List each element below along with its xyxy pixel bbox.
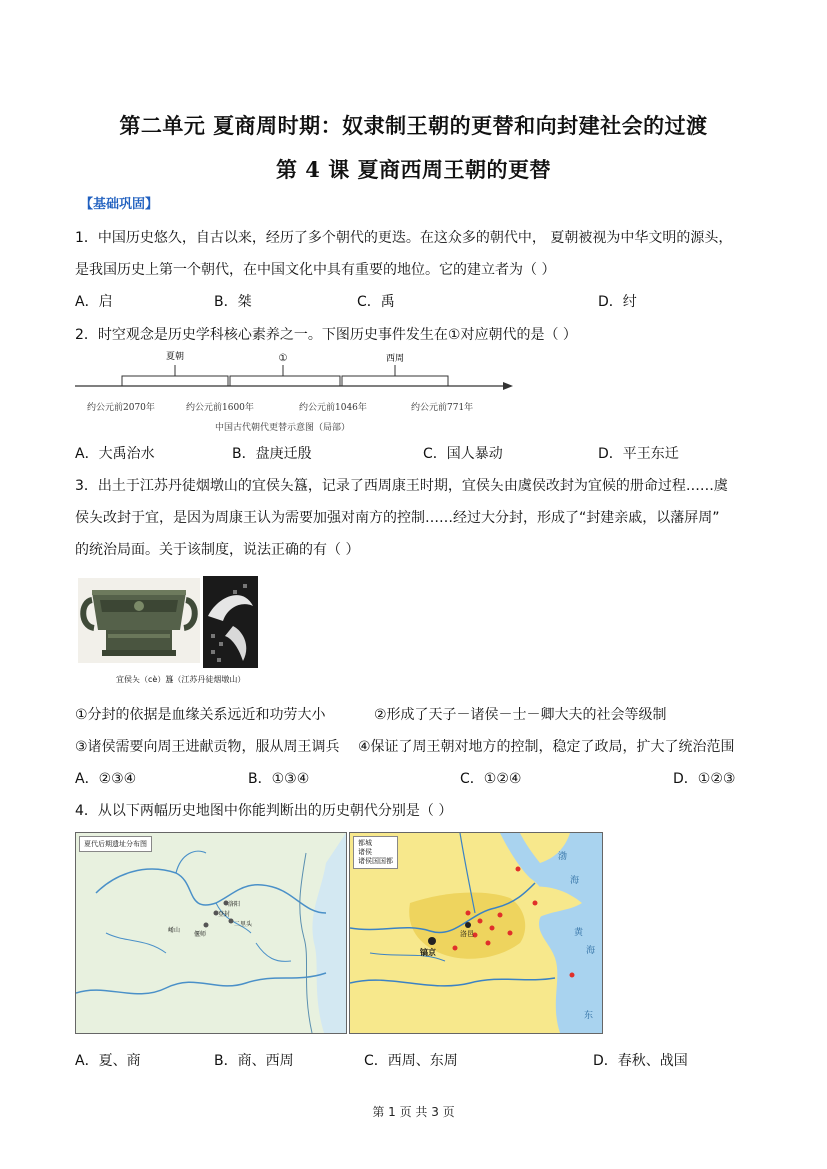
- q4-option-b[interactable]: B．商、西周: [214, 1053, 294, 1069]
- map-xia-sites: [75, 832, 347, 1034]
- map1-label-luoyang: 洛阳: [228, 901, 241, 908]
- q3-stem-line3: 的统治局面。关于该制度，说法正确的有（ ）: [75, 542, 360, 558]
- q1-option-c[interactable]: C．禹: [357, 294, 395, 310]
- map2-label-luoyi: 洛邑: [460, 930, 474, 938]
- timeline-date-4: 约公元前771年: [411, 403, 474, 413]
- q1-option-a[interactable]: A．启: [75, 294, 113, 310]
- timeline-period-xizhou: 西周: [385, 354, 405, 364]
- q3-option-b[interactable]: B．①③④: [248, 771, 310, 787]
- section-heading: 【基础巩固】: [80, 197, 159, 212]
- q1-option-d[interactable]: D．纣: [598, 294, 637, 310]
- timeline-graphic: [75, 348, 515, 403]
- q3-option-a[interactable]: A．②③④: [75, 771, 137, 787]
- timeline-period-1: ①: [278, 353, 288, 364]
- timeline-date-1: 约公元前2070年: [87, 403, 155, 413]
- q2-option-c[interactable]: C．国人暴动: [423, 446, 503, 462]
- map-western-zhou: [349, 832, 603, 1034]
- map2-label-bo: 渤: [558, 852, 568, 862]
- map2-legend: [353, 836, 398, 869]
- lesson-title: 第 4 课 夏商西周王朝的更替: [275, 157, 552, 182]
- map2-legend-vassal: 诸侯: [358, 848, 372, 856]
- map2-label-haojing: 镐京: [420, 948, 436, 957]
- unit-title: 第二单元 夏商周时期：奴隶制王朝的更替和向封建社会的过渡: [119, 113, 708, 138]
- map1-label-xiaoshan: 崤山: [168, 927, 181, 934]
- timeline-date-3: 约公元前1046年: [299, 403, 367, 413]
- q4-option-d[interactable]: D．春秋、战国: [593, 1053, 688, 1069]
- map2-legend-capital: 都城: [358, 839, 372, 847]
- q3-statement-3: ③诸侯需要向周王进献贡物，服从周王调兵: [75, 739, 340, 755]
- q4-option-a[interactable]: A．夏、商: [75, 1053, 141, 1069]
- q3-option-d[interactable]: D．①②③: [673, 771, 736, 787]
- q4-option-c[interactable]: C．西周、东周: [364, 1053, 458, 1069]
- q2-stem: 2．时空观念是历史学科核心素养之一。下图历史事件发生在①对应朝代的是（ ）: [75, 327, 577, 343]
- map2-legend-vassal-capital: 诸侯国国都: [358, 857, 393, 865]
- q3-option-c[interactable]: C．①②④: [460, 771, 522, 787]
- q4-stem: 4．从以下两幅历史地图中你能判断出的历史朝代分别是（ ）: [75, 803, 453, 819]
- q3-statement-2: ②形成了天子－诸侯－士－卿大夫的社会等级制: [374, 707, 667, 723]
- map2-label-huang: 黄: [574, 928, 584, 938]
- q3-stem-line1: 3．出土于江苏丹徒烟墩山的宜侯夨簋，记录了西周康王时期，宜侯夨由虞侯改封为宜候的册命过程……虞: [75, 478, 728, 494]
- map1-legend: 夏代后期遗址分布图: [79, 836, 152, 852]
- q2-option-a[interactable]: A．大禹治水: [75, 446, 155, 462]
- timeline-date-2: 约公元前1600年: [186, 403, 254, 413]
- bronze-gui-image: [78, 578, 200, 663]
- map1-label-erlitou: 二里头: [234, 921, 253, 928]
- inscription-rubbing-image: [203, 576, 258, 668]
- q3-statement-4: ④保证了周王朝对地方的控制，稳定了政局，扩大了统治范围: [358, 739, 735, 755]
- q3-stem-line2: 侯夨改封于宜，是因为周康王认为需要加强对南方的控制……经过大分封，形成了“封建亲戚，以藩屏周”: [75, 510, 720, 526]
- map2-label-hai2: 海: [586, 946, 596, 956]
- timeline-caption: 中国古代朝代更替示意图（局部）: [215, 423, 351, 433]
- map2-label-hai1: 海: [570, 876, 580, 886]
- map1-label-dengfeng: 登封: [218, 911, 231, 918]
- timeline-period-xia: 夏朝: [165, 352, 185, 362]
- q1-option-b[interactable]: B．桀: [214, 294, 252, 310]
- q1-stem-line1: 1．中国历史悠久，自古以来，经历了多个朝代的更迭。在这众多的朝代中， 夏朝被视为中华文明的源头，: [75, 230, 733, 246]
- map1-label-yanshi: 偃师: [194, 931, 207, 938]
- page-number: 第 1 页 共 3 页: [372, 1105, 455, 1119]
- q1-stem-line2: 是我国历史上第一个朝代，在中国文化中具有重要的地位。它的建立者为（ ）: [75, 262, 556, 278]
- dynasty-timeline: [75, 348, 515, 438]
- q2-option-b[interactable]: B．盘庚迁殷: [232, 446, 312, 462]
- q2-option-d[interactable]: D．平王东迁: [598, 446, 679, 462]
- map2-label-dong: 东: [584, 1011, 594, 1021]
- q3-statement-1: ①分封的依据是血缘关系远近和功劳大小: [75, 707, 326, 723]
- bronze-image-caption: 宜侯夨（cè）簋（江苏丹徒烟墩山）: [116, 675, 246, 684]
